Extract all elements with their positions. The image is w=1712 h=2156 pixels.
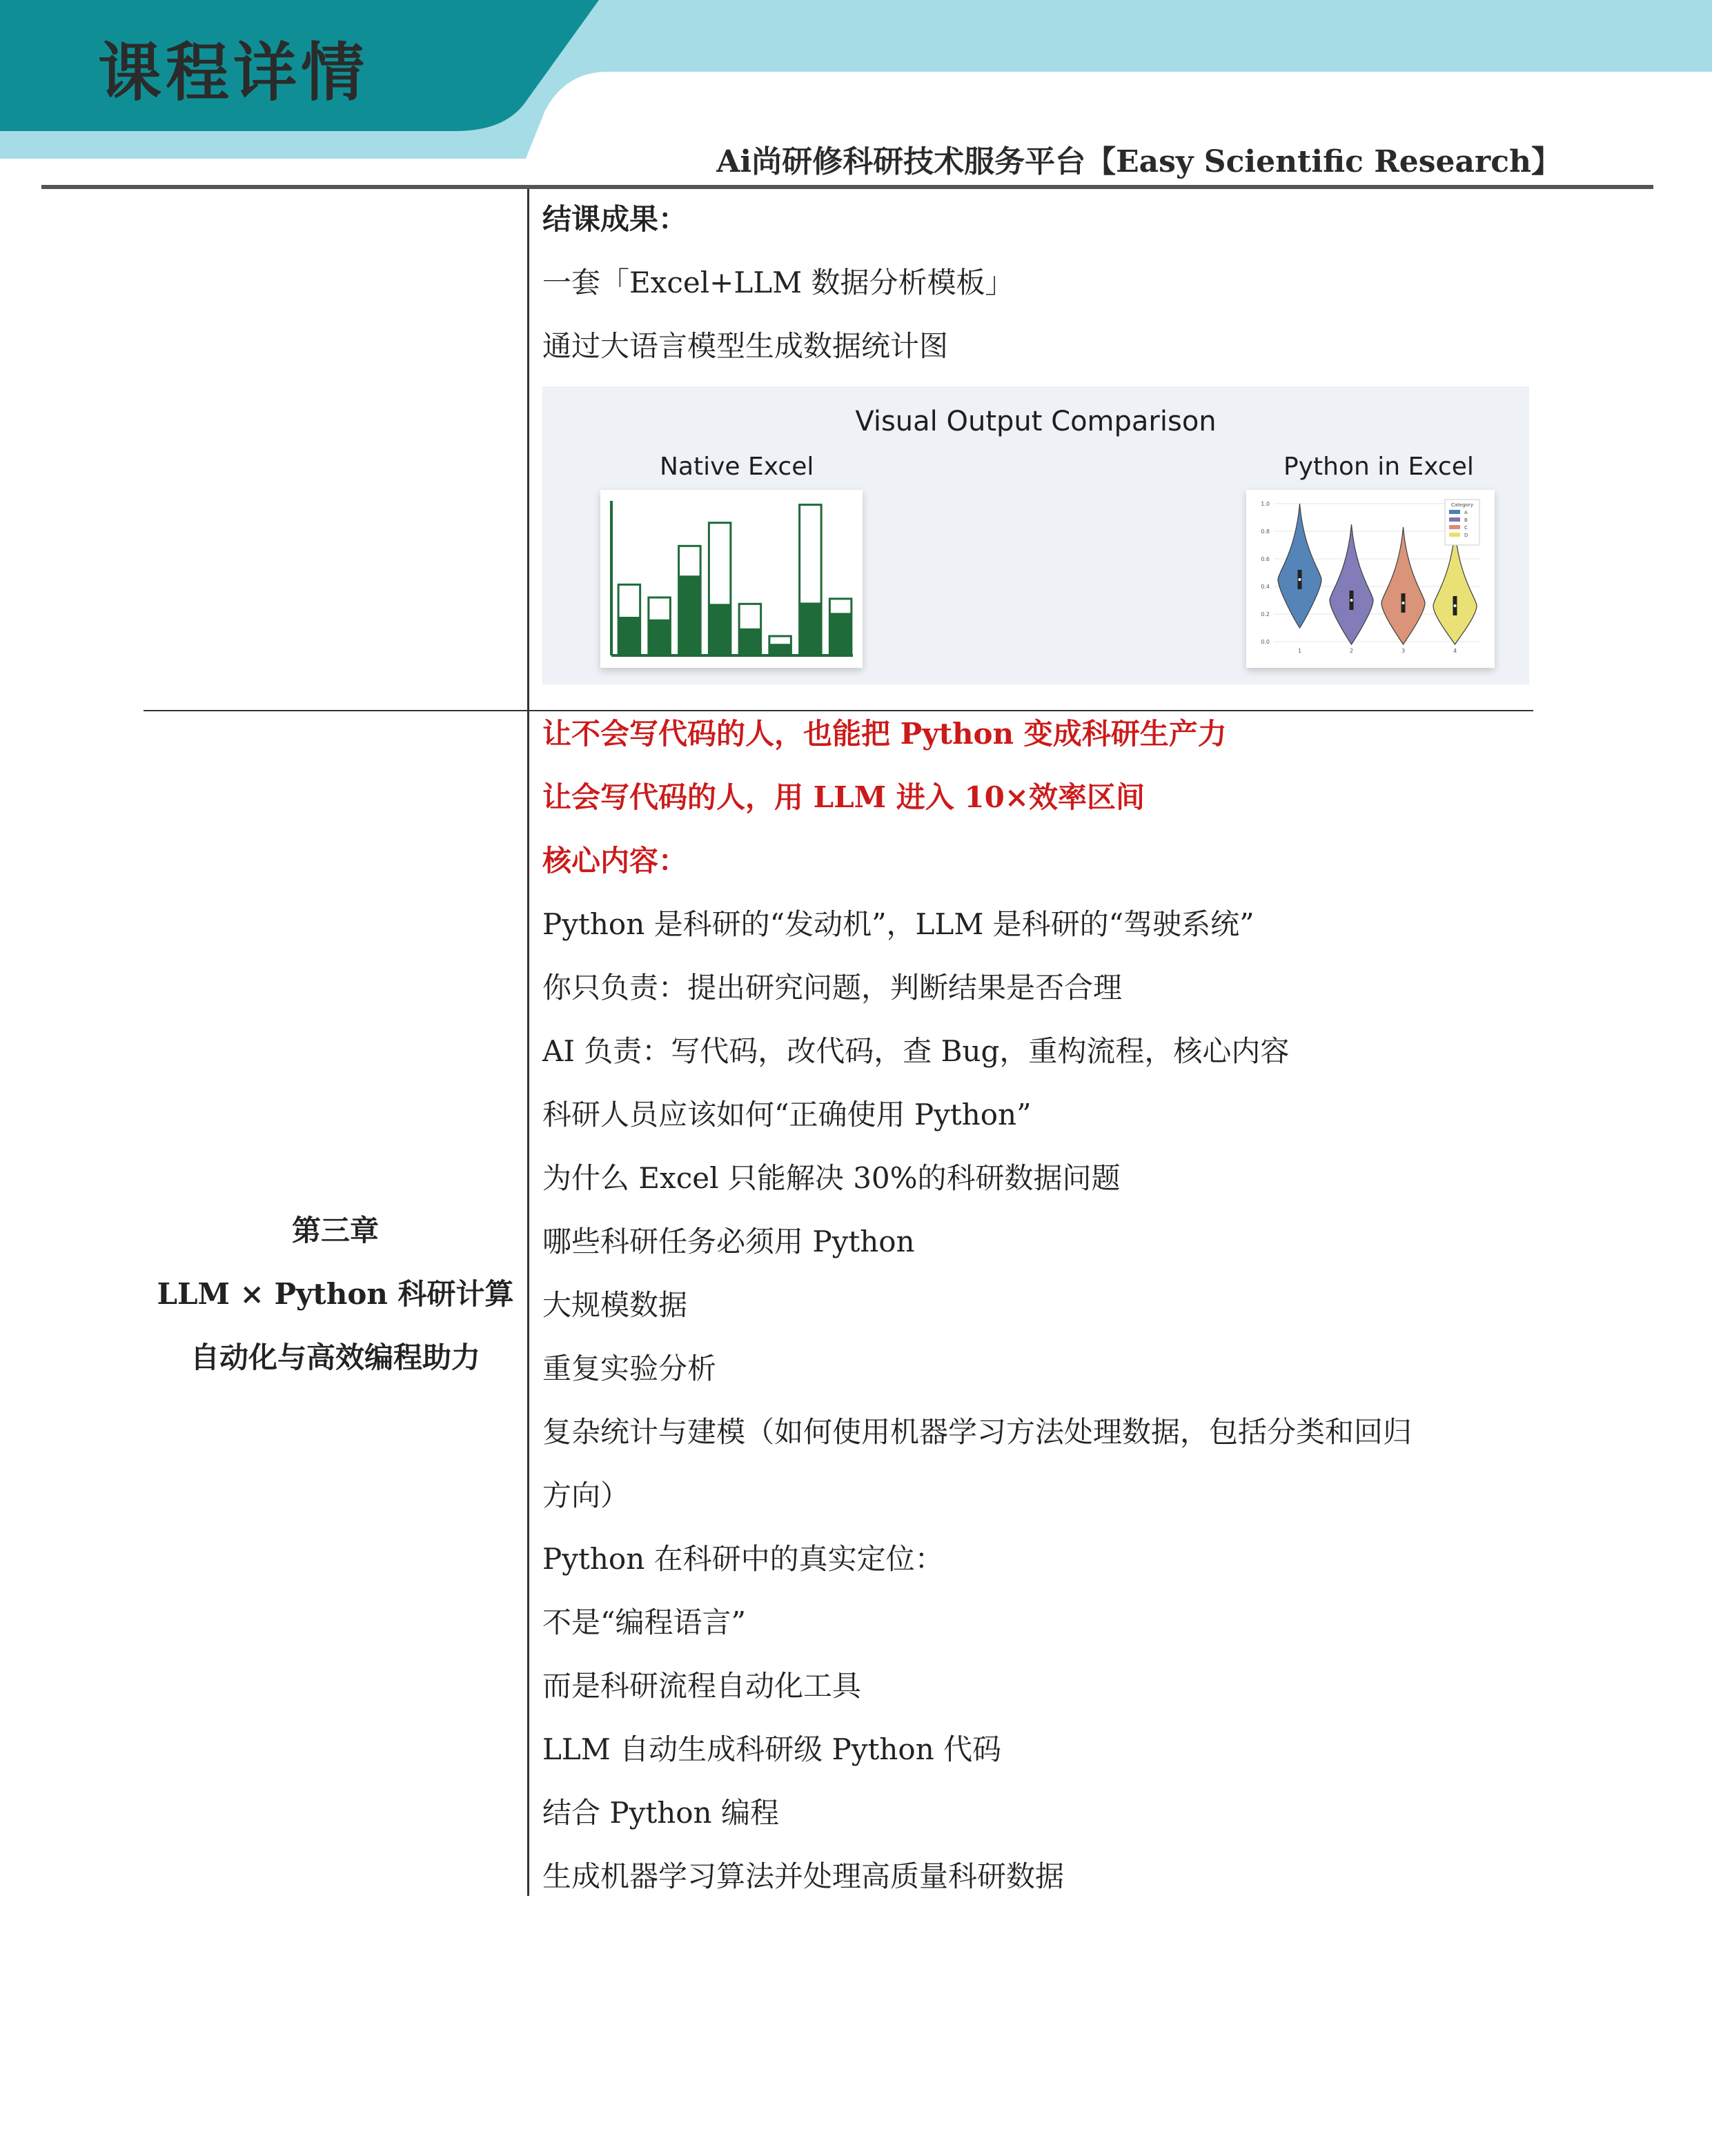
chapter-subtitle: 自动化与高效编程助力 (190, 1341, 480, 1374)
violin-chart (1246, 490, 1495, 668)
violin-median (1299, 578, 1301, 581)
violin (1433, 530, 1477, 644)
y-tick-label: 0.8 (1261, 528, 1270, 535)
list-item: 为什么 Excel 只能解决 30%的科研数据问题 (542, 1161, 1121, 1195)
legend-swatch (1449, 533, 1460, 537)
chapter-number: 第三章 (291, 1214, 379, 1247)
list-item: AI 负责：写代码，改代码，查 Bug，重构流程，核心内容 (542, 1034, 1290, 1068)
section-outcomes (542, 188, 1536, 378)
highlight-line: 让会写代码的人，用 LLM 进入 10×效率区间 (542, 780, 1145, 814)
legend-swatch (1449, 510, 1460, 514)
y-tick-label: 0.2 (1261, 611, 1270, 617)
legend-entry: A (1464, 510, 1468, 515)
violin (1381, 527, 1425, 644)
y-tick-label: 0.0 (1261, 639, 1270, 645)
bar (769, 644, 791, 655)
violin-chart-panel (1246, 490, 1495, 668)
python-excel-label: Python in Excel (1283, 453, 1474, 481)
violin-median (1402, 602, 1405, 604)
table-column-divider (527, 189, 529, 1896)
legend-swatch (1449, 517, 1460, 522)
violin (1330, 524, 1373, 644)
list-item: 一套「Excel+LLM 数据分析模板」 (542, 266, 1014, 299)
legend-entry: D (1464, 533, 1468, 538)
outcomes-heading: 结课成果： (542, 202, 688, 236)
bar (829, 613, 852, 655)
x-tick-label: 3 (1401, 648, 1406, 654)
highlight-line: 让不会写代码的人，也能把 Python 变成科研生产力 (542, 717, 1227, 751)
page-title: 课程详情 (98, 36, 369, 110)
list-item: 结合 Python 编程 (542, 1796, 779, 1830)
legend-title: Category (1451, 502, 1473, 508)
figure-title: Visual Output Comparison (855, 406, 1217, 437)
list-item: 复杂统计与建模（如何使用机器学习方法处理数据，包括分类和回归 (542, 1415, 1413, 1449)
x-tick-label: 2 (1349, 648, 1354, 654)
x-tick-label: 4 (1453, 648, 1457, 654)
list-item: 你只负责：提出研究问题，判断结果是否合理 (542, 971, 1123, 1005)
list-item: 生成机器学习算法并处理高质量科研数据 (542, 1859, 1065, 1893)
native-excel-label: Native Excel (660, 453, 814, 481)
bar-chart-panel (600, 490, 863, 668)
bar (800, 602, 822, 655)
violin (1278, 504, 1321, 628)
list-item: 重复实验分析 (542, 1352, 717, 1385)
violin-median (1350, 599, 1353, 602)
bar-chart (600, 490, 863, 668)
list-item: 大规模数据 (542, 1288, 688, 1322)
y-tick-label: 0.6 (1261, 556, 1270, 562)
legend-swatch (1449, 525, 1460, 529)
violin-median (1454, 604, 1457, 607)
bar (739, 629, 761, 655)
bar (709, 604, 731, 655)
core-content-heading: 核心内容： (542, 844, 688, 878)
header-subtitle: Ai尚研修科研技术服务平台【Easy Scientific Research】 (716, 144, 1562, 179)
bar (649, 620, 671, 655)
list-item: 而是科研流程自动化工具 (542, 1669, 862, 1703)
list-item: 科研人员应该如何“正确使用 Python” (542, 1098, 1032, 1131)
list-item: 哪些科研任务必须用 Python (542, 1225, 915, 1258)
list-item: 方向） (542, 1478, 630, 1512)
list-item: LLM 自动生成科研级 Python 代码 (542, 1732, 1002, 1766)
legend-entry: C (1464, 525, 1468, 531)
chapter-label (144, 1199, 527, 1389)
section-chapter-content (542, 702, 1536, 1908)
chapter-title: LLM × Python 科研计算 (157, 1277, 514, 1311)
legend-entry: B (1464, 517, 1468, 523)
bar (679, 575, 701, 655)
y-tick-label: 0.4 (1261, 584, 1270, 590)
list-item: 不是“编程语言” (542, 1605, 746, 1639)
x-tick-label: 1 (1297, 648, 1302, 654)
y-tick-label: 1.0 (1261, 501, 1270, 507)
list-item: Python 是科研的“发动机”，LLM 是科研的“驾驶系统” (542, 907, 1255, 941)
bar (618, 617, 640, 655)
list-item: 通过大语言模型生成数据统计图 (542, 329, 949, 363)
list-item: Python 在科研中的真实定位： (542, 1542, 944, 1576)
comparison-figure (542, 386, 1529, 684)
